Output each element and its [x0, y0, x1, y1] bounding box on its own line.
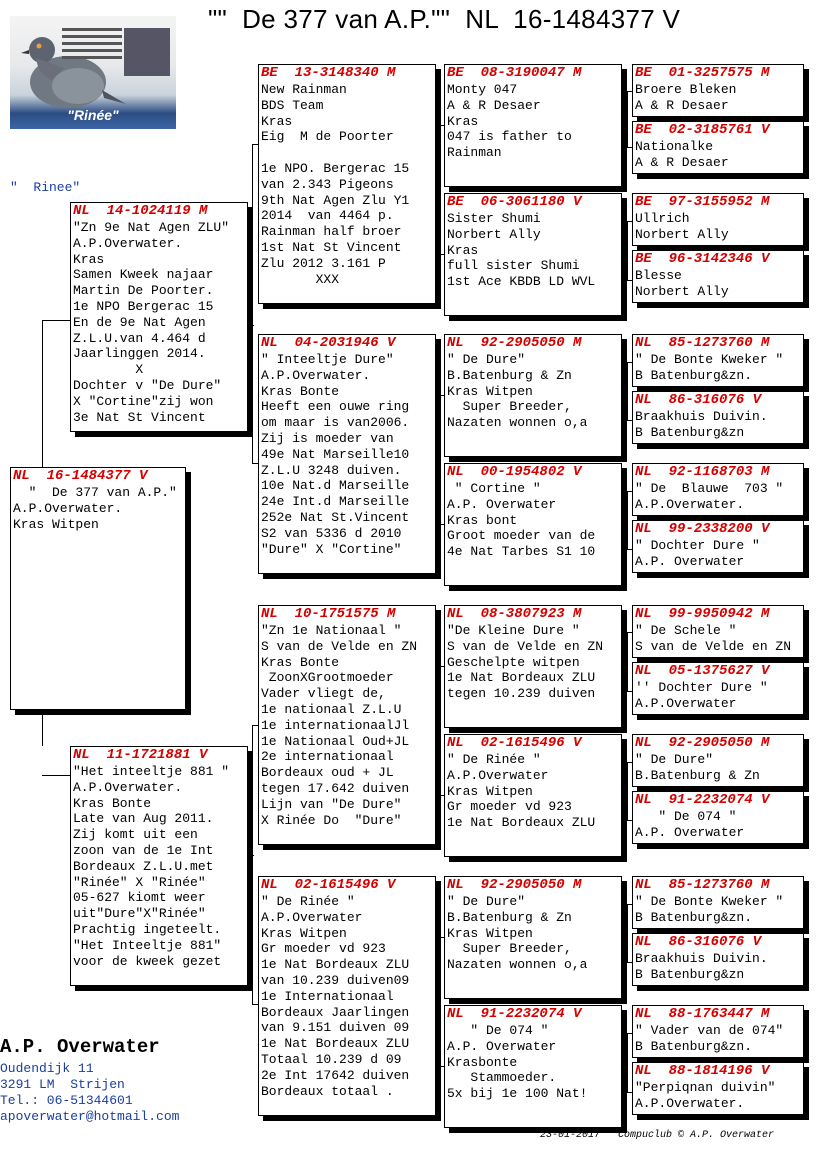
pigeon-info-line: Norbert Ally: [635, 226, 729, 242]
certificate-text: [62, 24, 122, 63]
pigeon-info-line: Stammoeder.: [447, 1070, 557, 1086]
pigeon-info-line: " De Schele ": [635, 623, 737, 638]
pedigree-box-gen4: [632, 463, 804, 516]
ring-number: NL 92-2905050 M: [447, 877, 582, 893]
pigeon-info-line: " Inteeltje Dure": [261, 352, 394, 367]
pigeon-info-line: Kras: [447, 242, 479, 258]
ring-number: NL 04-2031946 V: [261, 335, 396, 351]
pedigree-box-gen3: [444, 876, 622, 999]
connector-line: [252, 144, 253, 464]
connector-line: [627, 221, 628, 280]
pigeon-info-line: BDS Team: [261, 97, 324, 113]
pigeon-info-line: A.P.Overwater.: [261, 367, 371, 383]
ring-number: NL 92-2905050 M: [635, 735, 770, 751]
pigeon-info-line: 1st Nat St Vincent: [261, 239, 402, 255]
pigeon-info-line: A.P. Overwater: [447, 496, 557, 512]
pigeon-info-line: Sister Shumi: [447, 211, 541, 226]
pedigree-box-gen4: [632, 334, 804, 387]
ring-number: NL 88-1763447 M: [635, 1006, 770, 1022]
pedigree-box-gen4: [632, 520, 804, 573]
connector-line: [627, 904, 628, 962]
pigeon-info-line: 252e Nat St.Vincent: [261, 509, 410, 525]
pigeon-info-line: " De Dure": [447, 894, 526, 909]
pigeon-info-line: Kras Bonte: [261, 383, 340, 399]
ring-number: NL 11-1721881 V: [73, 747, 208, 763]
pigeon-info-line: " De 074 ": [447, 1023, 549, 1038]
pigeon-info-line: tegen 17.642 duiven: [261, 780, 410, 796]
pigeon-info-line: ZoonXGrootmoeder: [261, 670, 394, 686]
pigeon-info-line: B Batenburg&zn.: [635, 367, 753, 383]
pigeon-info-line: Kras Witpen: [447, 383, 533, 399]
pigeon-info-line: Kras: [261, 113, 293, 129]
connector-line: [440, 937, 441, 1066]
pedigree-box-gen4: [632, 662, 804, 715]
pigeon-info-line: " De Rinée ": [447, 752, 541, 767]
pigeon-info-line: 1e nationaal Z.L.U: [261, 701, 402, 717]
pigeon-info-line: 5x bij 1e 100 Nat!: [447, 1086, 588, 1102]
pigeon-info-line: Kras Witpen: [447, 783, 533, 799]
pigeon-info-line: " De Blauwe 703 ": [635, 481, 784, 496]
connector-line: [627, 91, 628, 147]
pigeon-info-line: tegen 10.239 duiven: [447, 686, 596, 702]
pigeon-info-line: A.P.Overwater.: [73, 779, 183, 795]
pigeon-info-line: Kras Witpen: [447, 925, 533, 941]
pedigree-box-gen3: [444, 334, 622, 457]
pigeon-info-line: Kras: [447, 113, 479, 129]
pigeon-info-line: B.Batenburg & Zn: [447, 367, 572, 383]
pigeon-info-line: A.P.Overwater: [635, 695, 737, 711]
pigeon-info-line: Kras Witpen: [13, 516, 99, 532]
pigeon-info-line: Geschelpte witpen: [447, 654, 580, 670]
pigeon-info-line: Nationalke: [635, 139, 714, 154]
ring-number: NL 91-2232074 V: [447, 1006, 582, 1022]
ring-number: BE 02-3185761 V: [635, 122, 770, 138]
pigeon-info-line: Zlu 2012 3.161 P: [261, 255, 386, 271]
owner-email: apoverwater@hotmail.com: [0, 1109, 180, 1124]
pigeon-info-line: A & R Desaer: [635, 154, 729, 170]
pigeon-info-line: " Cortine ": [447, 481, 541, 496]
ring-number: NL 05-1375627 V: [635, 663, 770, 679]
pigeon-info-line: 1e Internationaal: [261, 988, 394, 1004]
pigeon-info-line: Vader vliegt de,: [261, 686, 386, 702]
pedigree-box-gen4: [632, 933, 804, 986]
pigeon-info-line: om maar is van2006.: [261, 415, 410, 431]
pigeon-info-line: En de 9e Nat Agen: [73, 314, 206, 330]
pigeon-info-line: Jaarlinggen 2014.: [73, 346, 206, 362]
pigeon-info-line: 1e internationaalJl: [261, 717, 410, 733]
pigeon-photo: [10, 16, 176, 129]
pigeon-info-line: van 9.151 duiven 09: [261, 1020, 410, 1036]
pigeon-info-line: XXX: [261, 271, 340, 287]
pigeon-info-line: 49e Nat Marseille10: [261, 446, 410, 462]
pigeon-info-line: Martin De Poorter.: [73, 283, 214, 299]
pigeon-info-line: A.P.Overwater.: [13, 500, 123, 516]
ring-number: NL 92-1168703 M: [635, 464, 770, 480]
pigeon-info-line: "Dure" X "Cortine": [261, 541, 402, 557]
pigeon-info-line: A.P.Overwater: [447, 767, 549, 783]
pigeon-info-line: " De Rinée ": [261, 894, 355, 909]
pigeon-info-line: Braakhuis Duivin.: [635, 951, 768, 966]
pigeon-info-line: S van de Velde en ZN: [635, 638, 792, 654]
ring-number: BE 97-3155952 M: [635, 194, 770, 210]
ring-number: NL 14-1024119 M: [73, 203, 208, 219]
ring-number: NL 02-1615496 V: [261, 877, 396, 893]
pigeon-info-line: uit"Dure"X"Rinée": [73, 906, 206, 922]
pigeon-info-line: New Rainman: [261, 82, 347, 97]
pedigree-box-gen3: [444, 64, 622, 187]
pigeon-info-line: Z.L.U 3248 duiven.: [261, 462, 402, 478]
connector-line: [42, 320, 72, 321]
pigeon-info-line: van 10.239 duiven09: [261, 972, 410, 988]
pigeon-info-line: 2014 van 4464 p.: [261, 208, 394, 224]
ring-number: NL 99-9950942 M: [635, 606, 770, 622]
pigeon-info-line: B Batenburg&zn: [635, 966, 745, 982]
pigeon-info-line: 4e Nat Tarbes S1 10: [447, 544, 596, 560]
pigeon-info-line: Bordeaux totaal .: [261, 1083, 394, 1099]
ring-number: NL 02-1615496 V: [447, 735, 582, 751]
owner-city: 3291 LM Strijen: [0, 1077, 125, 1092]
pigeon-info-line: A.P.Overwater: [261, 909, 363, 925]
pigeon-info-line: " De 074 ": [635, 809, 737, 824]
pigeon-info-line: " De Bonte Kweker ": [635, 352, 784, 367]
pedigree-box-gen2: [258, 605, 436, 845]
pigeon-info-line: 2e internationaal: [261, 749, 394, 765]
pigeon-info-line: Norbert Ally: [635, 283, 729, 299]
pigeon-info-line: A & R Desaer: [635, 97, 729, 113]
connector-line: [627, 1033, 628, 1092]
pedigree-box-dam: [70, 746, 248, 986]
pigeon-info-line: zoon van de 1e Int: [73, 842, 214, 858]
pigeon-info-line: "Perpiqnan duivin": [635, 1080, 776, 1095]
pigeon-info-line: " De Dure": [447, 352, 526, 367]
pigeon-info-line: Super Breeder,: [447, 941, 572, 957]
pigeon-info-line: A.P.Overwater.: [635, 1095, 745, 1111]
pigeon-info-line: Braakhuis Duivin.: [635, 409, 768, 424]
pigeon-info-line: S van de Velde en ZN: [261, 638, 418, 654]
connector-line: [252, 725, 253, 1005]
ring-number: NL 86-316076 V: [635, 934, 762, 950]
ring-number: BE 06-3061180 V: [447, 194, 582, 210]
owner-name: A.P. Overwater: [0, 1036, 160, 1058]
pigeon-info-line: Blesse: [635, 268, 682, 283]
pedigree-box-gen4: [632, 193, 804, 246]
pigeon-info-line: 9th Nat Agen Zlu Y1: [261, 192, 410, 208]
pigeon-info-line: 2e Int 17642 duiven: [261, 1067, 410, 1083]
pedigree-box-gen4: [632, 1062, 804, 1115]
pigeon-info-line: Groot moeder van de: [447, 528, 596, 544]
pigeon-info-line: Bordeaux Jaarlingen: [261, 1004, 410, 1020]
pigeon-info-line: S van de Velde en ZN: [447, 638, 604, 654]
ring-number: NL 86-316076 V: [635, 392, 762, 408]
pigeon-info-line: full sister Shumi: [447, 258, 580, 274]
pigeon-info-line: Rainman half broer: [261, 224, 402, 240]
pedigree-box-gen4: [632, 250, 804, 303]
connector-line: [627, 491, 628, 549]
pigeon-info-line: Prachtig ingeteelt.: [73, 921, 222, 937]
pigeon-info-line: A.P. Overwater: [635, 824, 745, 840]
pedigree-box-sire: [70, 202, 248, 432]
pigeon-info-line: 1e NPO. Bergerac 15: [261, 160, 410, 176]
ring-number: NL 16-1484377 V: [13, 468, 148, 484]
pigeon-info-line: Eig M de Poorter: [261, 129, 394, 145]
pedigree-box-gen3: [444, 1005, 622, 1128]
pedigree-box-gen4: [632, 605, 804, 658]
owner-photo: [124, 28, 170, 76]
pigeon-info-line: Totaal 10.239 d 09: [261, 1051, 402, 1067]
pedigree-box-gen4: [632, 734, 804, 787]
pedigree-box-gen2: [258, 64, 436, 304]
pigeon-info-line: Heeft een ouwe ring: [261, 399, 410, 415]
pigeon-info-line: Kras Bonte: [261, 654, 340, 670]
connector-line: [627, 362, 628, 420]
pigeon-info-line: Zij komt uit een: [73, 827, 198, 843]
pigeon-info-line: 05-627 kiomt weer: [73, 890, 206, 906]
pedigree-box-gen3: [444, 463, 622, 586]
pigeon-info-line: Bordeaux Z.L.U.met: [73, 858, 214, 874]
pigeon-info-line: X "Cortine"zij won: [73, 393, 214, 409]
connector-line: [248, 325, 254, 326]
pedigree-box-gen3: [444, 193, 622, 316]
connector-line: [627, 632, 628, 691]
ring-number: BE 13-3148340 M: [261, 65, 396, 81]
pigeon-info-line: A.P. Overwater: [635, 553, 745, 569]
ring-number: NL 00-1954802 V: [447, 464, 582, 480]
pigeon-info-line: A.P. Overwater: [447, 1038, 557, 1054]
photo-caption: "Rinée": [67, 107, 119, 123]
side-pigeon-name: " Rinee": [10, 180, 81, 195]
pigeon-info-line: Kras: [73, 251, 105, 267]
pigeon-info-line: "Zn 1e Nationaal ": [261, 623, 402, 638]
pedigree-box-gen4: [632, 121, 804, 174]
pigeon-info-line: " De Dure": [635, 752, 714, 767]
pigeon-info-line: Samen Kweek najaar: [73, 267, 214, 283]
pigeon-info-line: 1e Nat Bordeaux ZLU: [261, 1036, 410, 1052]
pigeon-info-line: S2 van 5336 d 2010: [261, 525, 402, 541]
pigeon-info-line: " De 377 van A.P.": [13, 485, 177, 500]
pigeon-info-line: " Dochter Dure ": [635, 538, 760, 553]
pigeon-info-line: Lijn van "De Dure": [261, 796, 402, 812]
pedigree-title: "" De 377 van A.P."" NL 16-1484377 V: [208, 4, 681, 34]
footer-credit: 23-01-2017 Compuclub © A.P. Overwater: [540, 1130, 775, 1141]
ring-number: BE 96-3142346 V: [635, 251, 770, 267]
pigeon-info-line: 1st Ace KBDB LD WVL: [447, 274, 596, 290]
pedigree-box-gen4: [632, 876, 804, 929]
connector-line: [440, 666, 441, 795]
pedigree-box-gen2: [258, 876, 436, 1116]
pigeon-info-line: 10e Nat.d Marseille: [261, 478, 410, 494]
pigeon-info-line: "Zn 9e Nat Agen ZLU": [73, 220, 230, 235]
pigeon-info-line: van 2.343 Pigeons: [261, 176, 394, 192]
pigeon-info-line: Nazaten wonnen o,a: [447, 415, 588, 431]
owner-phone: Tel.: 06-51344601: [0, 1093, 133, 1108]
pigeon-info-line: "Het Inteeltje 881": [73, 937, 222, 953]
pigeon-info-line: "De Kleine Dure ": [447, 623, 580, 638]
pigeon-info-line: Broere Bleken: [635, 82, 737, 97]
pigeon-info-line: A & R Desaer: [447, 97, 541, 113]
pedigree-box-gen4: [632, 1005, 804, 1058]
pedigree-box-gen3: [444, 734, 622, 857]
pigeon-info-line: Ullrich: [635, 211, 690, 226]
ring-number: NL 10-1751575 M: [261, 606, 396, 622]
pigeon-info-line: Monty 047: [447, 82, 518, 97]
pigeon-info-line: Gr moeder vd 923: [261, 941, 386, 957]
ring-number: NL 99-2338200 V: [635, 521, 770, 537]
ring-number: NL 08-3807923 M: [447, 606, 582, 622]
ring-number: NL 88-1814196 V: [635, 1063, 770, 1079]
pigeon-info-line: X: [73, 362, 144, 378]
ring-number: BE 08-3190047 M: [447, 65, 582, 81]
ring-number: NL 85-1273760 M: [635, 877, 770, 893]
pigeon-info-line: 3e Nat St Vincent: [73, 409, 206, 425]
pigeon-info-line: 1e Nat Bordeaux ZLU: [447, 670, 596, 686]
pigeon-info-line: A.P.Overwater.: [73, 235, 183, 251]
pedigree-box-gen4: [632, 391, 804, 444]
connector-line: [248, 855, 254, 856]
pigeon-info-line: Kras bont: [447, 512, 518, 528]
pigeon-info-line: B Batenburg&zn: [635, 424, 745, 440]
pigeon-info-line: Kras Witpen: [261, 925, 347, 941]
pigeon-info-line: Rainman: [447, 145, 502, 161]
pigeon-info-line: " Vader van de 074": [635, 1023, 784, 1038]
pigeon-info-line: [261, 145, 435, 161]
ring-number: NL 91-2232074 V: [635, 792, 770, 808]
pigeon-info-line: Zij is moeder van: [261, 430, 394, 446]
pigeon-info-line: '' Dochter Dure ": [635, 680, 768, 695]
pigeon-info-line: X Rinée Do "Dure": [261, 812, 402, 828]
pigeon-info-line: 1e Nat Bordeaux ZLU: [447, 815, 596, 831]
connector-line: [627, 762, 628, 820]
owner-street: Oudendijk 11: [0, 1061, 94, 1076]
connector-line: [42, 710, 43, 746]
pigeon-info-line: 24e Int.d Marseille: [261, 494, 410, 510]
pedigree-box-subject: [10, 467, 186, 710]
connector-line: [42, 775, 72, 776]
pigeon-info-line: Late van Aug 2011.: [73, 811, 214, 827]
pigeon-info-line: Dochter v "De Dure": [73, 377, 222, 393]
pigeon-info-line: "Het inteeltje 881 ": [73, 764, 230, 779]
pigeon-info-line: 1e NPO Bergerac 15: [73, 298, 214, 314]
pigeon-info-line: Bordeaux oud + JL: [261, 765, 394, 781]
pigeon-info-line: Nazaten wonnen o,a: [447, 957, 588, 973]
pigeon-info-line: Gr moeder vd 923: [447, 799, 572, 815]
ring-number: NL 92-2905050 M: [447, 335, 582, 351]
connector-line: [440, 125, 441, 254]
pigeon-info-line: Super Breeder,: [447, 399, 572, 415]
pigeon-info-line: Kras Bonte: [73, 795, 152, 811]
pigeon-info-line: Norbert Ally: [447, 226, 541, 242]
pigeon-info-line: Z.L.U.van 4.464 d: [73, 330, 206, 346]
pedigree-box-gen4: [632, 791, 804, 844]
pigeon-info-line: "Rinée" X "Rinée": [73, 874, 206, 890]
pigeon-info-line: 047 is father to: [447, 129, 572, 145]
ring-number: BE 01-3257575 M: [635, 65, 770, 81]
pigeon-info-line: B.Batenburg & Zn: [447, 909, 572, 925]
pigeon-info-line: A.P.Overwater.: [635, 496, 745, 512]
pigeon-info-line: 1e Nat Bordeaux ZLU: [261, 957, 410, 973]
ring-number: NL 85-1273760 M: [635, 335, 770, 351]
pigeon-info-line: 1e Nationaal Oud+JL: [261, 733, 410, 749]
pigeon-info-line: B.Batenburg & Zn: [635, 767, 760, 783]
connector-line: [440, 395, 441, 524]
pedigree-box-gen2: [258, 334, 436, 574]
pigeon-info-line: B Batenburg&zn.: [635, 1038, 753, 1054]
connector-line: [42, 320, 43, 468]
pedigree-box-gen4: [632, 64, 804, 117]
pedigree-box-gen3: [444, 605, 622, 728]
pigeon-info-line: B Batenburg&zn.: [635, 909, 753, 925]
pigeon-info-line: " De Bonte Kweker ": [635, 894, 784, 909]
pigeon-info-line: Krasbonte: [447, 1054, 518, 1070]
pigeon-info-line: voor de kweek gezet: [73, 953, 222, 969]
